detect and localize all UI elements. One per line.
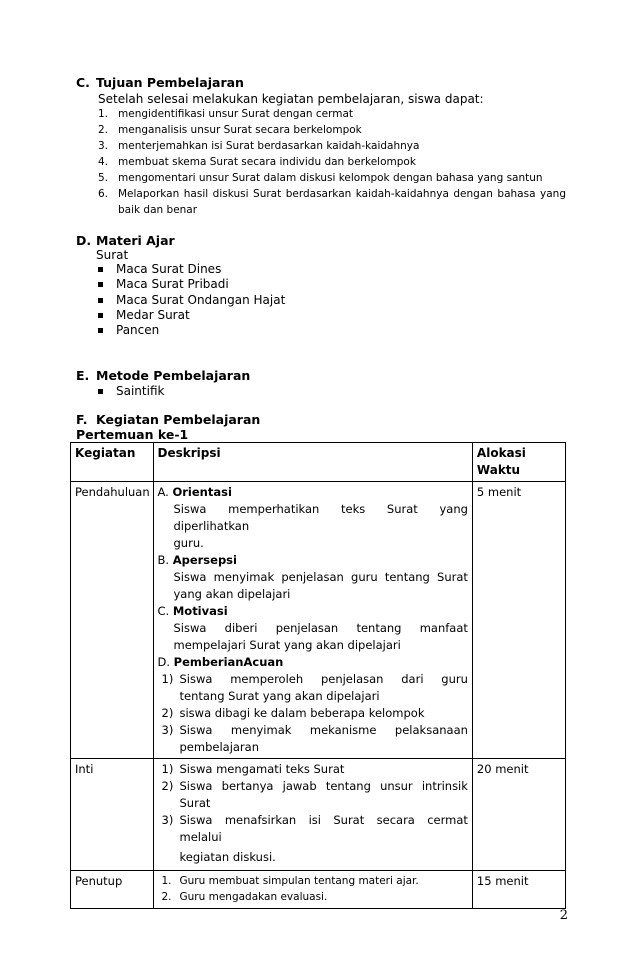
- inti-list: [158, 761, 468, 868]
- cell-pendahuluan-label: Pendahuluan: [71, 482, 154, 759]
- activities-table: [70, 442, 566, 909]
- method-item: Saintifik: [96, 384, 164, 399]
- cell-penutup-label: Penutup: [71, 871, 154, 909]
- material-item: Maca Surat Dines: [96, 262, 285, 277]
- list-item: 2) Siswa bertanya jawab tentang unsur intrinsik Surat: [161, 779, 468, 810]
- header-deskripsi: Deskripsi: [153, 443, 472, 482]
- objective-item: 5. mengomentari unsur Surat dalam diskusi kelompok dengan bahasa yang santun: [98, 172, 543, 184]
- materials-list: [96, 262, 285, 338]
- list-item: 2. Guru mengadakan evaluasi.: [161, 891, 328, 903]
- sub-pemberian-acuan: D. PemberianAcuan: [157, 655, 284, 669]
- bullet-icon: [98, 313, 103, 318]
- objective-item-continuation: baik dan benar: [118, 204, 198, 216]
- cell-pendahuluan-time: 5 menit: [472, 482, 565, 759]
- list-item: 1. Guru membuat simpulan tentang materi ajar.: [161, 875, 419, 887]
- objectives-list: [98, 106, 566, 218]
- list-item: 3) Siswa menafsirkan isi Surat secara cermat melalui kegiatan diskusi.: [161, 813, 468, 864]
- cell-inti-desc: [153, 759, 472, 871]
- penutup-list: [158, 873, 468, 905]
- list-item: 2) siswa dibagi ke dalam beberapa kelompok: [161, 706, 425, 720]
- section-c-intro: Setelah selesai melakukan kegiatan pembelajaran, siswa dapat:: [98, 92, 484, 106]
- material-item: Maca Surat Pribadi: [96, 277, 285, 292]
- objective-item: 3. menterjemahkan isi Surat berdasarkan kaidah-kaidahnya: [98, 140, 420, 152]
- section-e-heading: E. Metode Pembelajaran: [76, 368, 251, 383]
- table-row-inti: [71, 759, 566, 871]
- sub-orientasi: A. Orientasi: [157, 485, 232, 499]
- objective-item: 4. membuat skema Surat secara individu dan berkelompok: [98, 156, 416, 168]
- list-item: 3) Siswa menyimak mekanisme pelaksanaan pembelajaran: [161, 723, 468, 754]
- cell-penutup-desc: [153, 871, 472, 909]
- list-item: 1) Siswa memperoleh penjelasan dari guru tentang Surat yang akan dipelajari: [161, 672, 468, 703]
- section-c-heading: [76, 75, 244, 90]
- material-item: Maca Surat Ondangan Hajat: [96, 293, 285, 308]
- section-d-intro: Surat: [96, 248, 129, 262]
- acuan-list: [158, 671, 468, 756]
- objective-item: 2. menganalisis unsur Surat secara berkelompok: [98, 124, 362, 136]
- section-f-title: Kegiatan Pembelajaran: [96, 412, 261, 427]
- cell-inti-time: 20 menit: [472, 759, 565, 871]
- bullet-icon: [98, 267, 103, 272]
- material-item: Medar Surat: [96, 308, 285, 323]
- bullet-icon: [98, 328, 103, 333]
- methods-list: [96, 384, 164, 399]
- objective-item: 1. mengidentifikasi unsur Surat dengan cermat: [98, 108, 354, 120]
- section-e-title: Metode Pembelajaran: [96, 368, 251, 383]
- bullet-icon: [98, 282, 103, 287]
- table-header-row: [71, 443, 566, 482]
- header-kegiatan: Kegiatan: [71, 443, 154, 482]
- header-alokasi: Alokasi Waktu: [472, 443, 565, 482]
- cell-inti-label: Inti: [71, 759, 154, 871]
- meeting-label: Pertemuan ke-1: [76, 427, 189, 442]
- section-f-heading: F. Kegiatan Pembelajaran: [76, 412, 261, 427]
- bullet-icon: [98, 298, 103, 303]
- cell-penutup-time: 15 menit: [472, 871, 565, 909]
- sub-apersepsi: B. Apersepsi: [157, 553, 237, 567]
- list-item: 1) Siswa mengamati teks Surat: [161, 762, 345, 776]
- table-row-pendahuluan: [71, 482, 566, 759]
- material-item: Pancen: [96, 323, 285, 338]
- section-c-letter: C.: [76, 75, 90, 90]
- section-c-title: Tujuan Pembelajaran: [96, 75, 244, 90]
- section-d-title: Materi Ajar: [96, 233, 175, 248]
- table-row-penutup: [71, 871, 566, 909]
- objective-item: 6. Melaporkan hasil diskusi Surat berdasarkan kaidah-kaidahnya dengan bahasa yang: [98, 188, 566, 200]
- cell-pendahuluan-desc: A. Orientasi Siswa memperhatikan teks Surat yang diperlihatkan guru. B. Apersepsi Siswa menyimak penjelasan guru tentang Surat yang akan dipelajari C. Motivasi Siswa diberi penjelasan tentang manfaat mempelajari Surat yang akan dipelajari D. PemberianAcuan 1) Siswa memperoleh penjelasan dari guru tentang Surat yang akan dipelajari 2) siswa dibagi ke dalam beberapa kelompok 3) Siswa menyimak mekanisme pelaksanaan pembelajaran: [153, 482, 472, 759]
- section-d-heading: D. Materi Ajar: [76, 233, 175, 248]
- bullet-icon: [98, 389, 103, 394]
- page-number: 2: [559, 908, 568, 923]
- sub-motivasi: C. Motivasi: [157, 604, 228, 618]
